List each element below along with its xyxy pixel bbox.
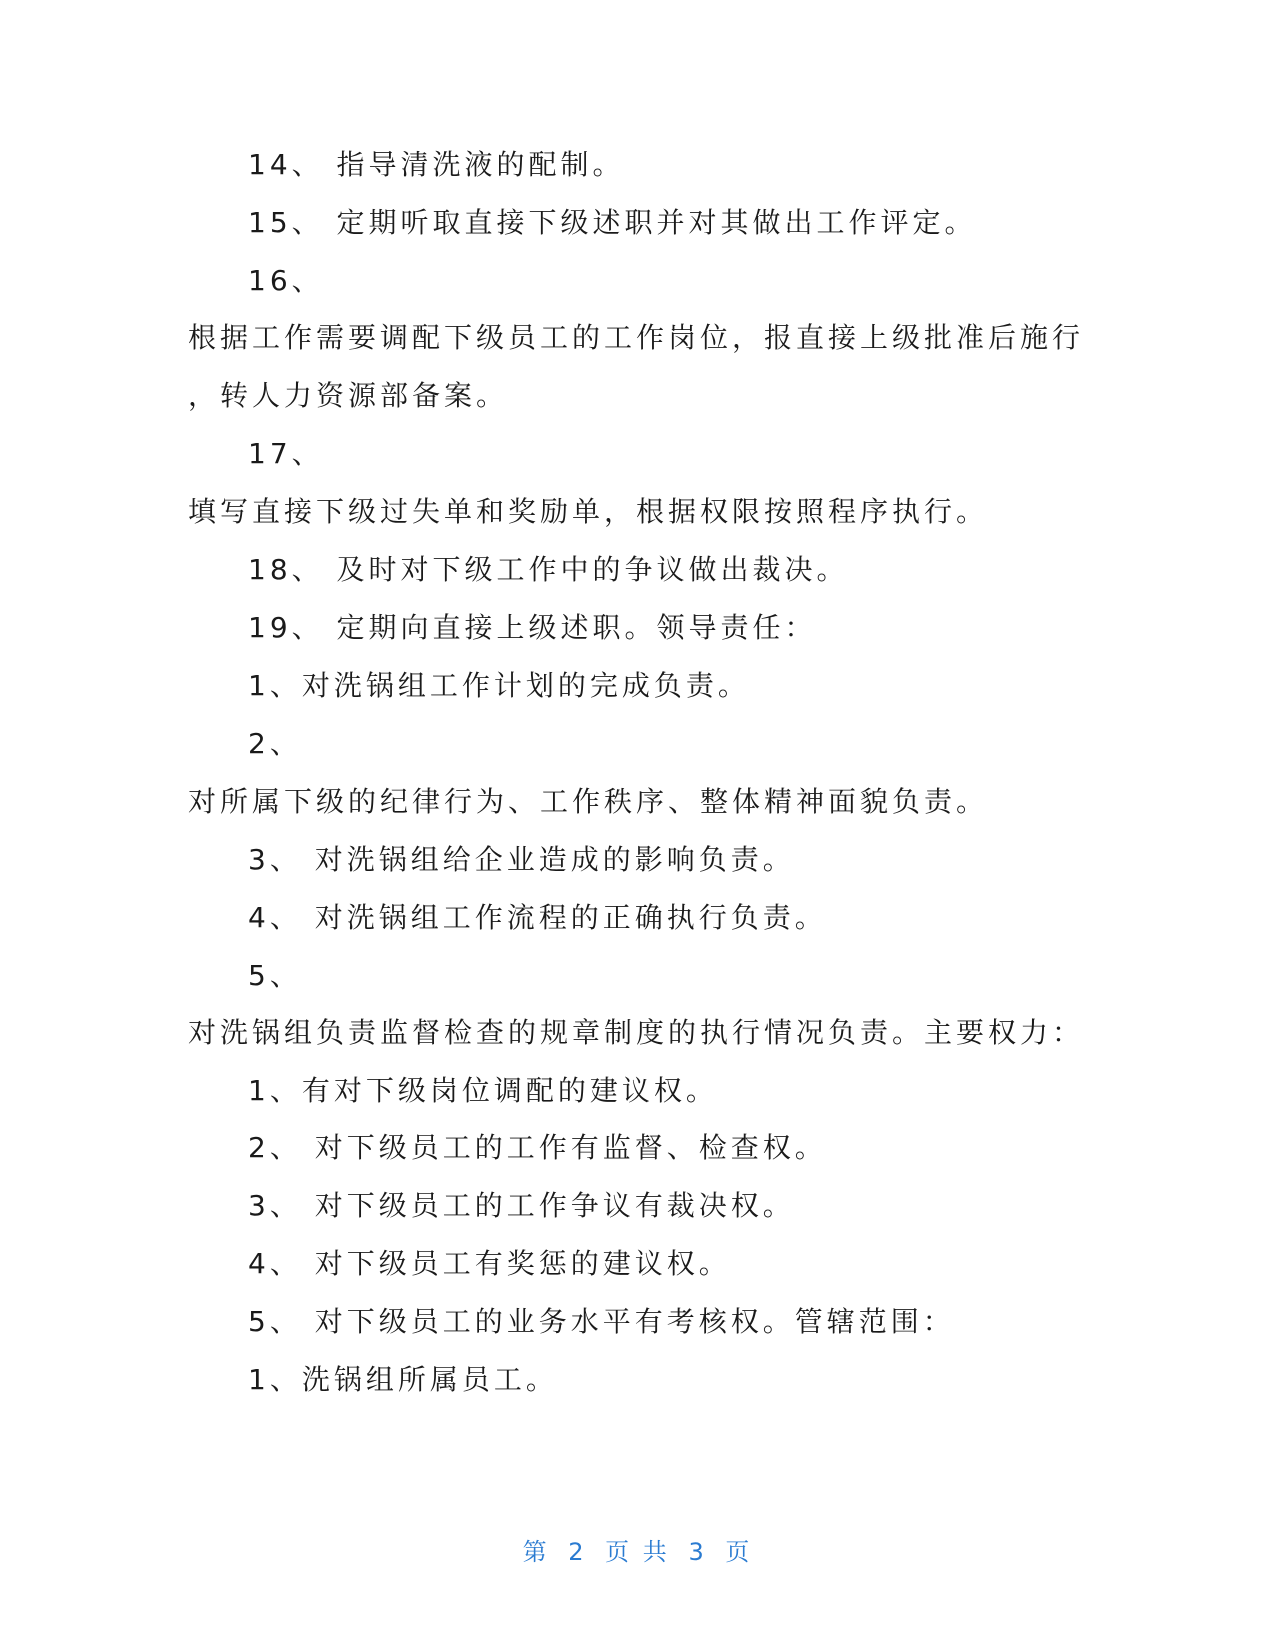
text-line-resp-5-body: 对洗锅组负责监督检查的规章制度的执行情况负责。主要权力：	[188, 1016, 1085, 1049]
text-line-scope-1: 1、洗锅组所属员工。	[248, 1363, 558, 1396]
text-line-17-body: 填写直接下级过失单和奖励单，根据权限按照程序执行。	[188, 495, 989, 528]
text-line-resp-1: 1、对洗锅组工作计划的完成负责。	[248, 669, 750, 702]
text-line-power-3: 3、 对下级员工的工作争议有裁决权。	[248, 1189, 795, 1222]
text-line-resp-4: 4、 对洗锅组工作流程的正确执行负责。	[248, 901, 827, 934]
footer-total-pages: 3	[688, 1538, 707, 1566]
text-line-17-number: 17、	[248, 437, 324, 470]
text-line-power-4: 4、 对下级员工有奖惩的建议权。	[248, 1247, 731, 1280]
text-line-resp-2-body: 对所属下级的纪律行为、工作秩序、整体精神面貌负责。	[188, 785, 989, 818]
text-line-resp-2-number: 2、	[248, 727, 302, 760]
footer-page-number: 2	[568, 1538, 587, 1566]
text-line-16-body: 根据工作需要调配下级员工的工作岗位，报直接上级批准后施行	[188, 321, 1085, 354]
text-line-14: 14、 指导清洗液的配制。	[248, 148, 625, 181]
text-line-16-cont: ，转人力资源部备案。	[188, 379, 509, 412]
text-line-18: 18、 及时对下级工作中的争议做出裁决。	[248, 553, 849, 586]
text-line-power-1: 1、有对下级岗位调配的建议权。	[248, 1074, 718, 1107]
text-line-resp-3: 3、 对洗锅组给企业造成的影响负责。	[248, 843, 795, 876]
text-line-16-number: 16、	[248, 264, 324, 297]
text-line-resp-5-number: 5、	[248, 959, 302, 992]
footer-suffix: 页	[725, 1538, 753, 1566]
text-line-power-2: 2、 对下级员工的工作有监督、检查权。	[248, 1131, 827, 1164]
page-footer	[0, 1532, 1275, 1567]
text-line-19: 19、 定期向直接上级述职。领导责任：	[248, 611, 817, 644]
text-line-15: 15、 定期听取直接下级述职并对其做出工作评定。	[248, 206, 977, 239]
footer-middle: 页 共	[605, 1538, 670, 1566]
text-line-power-5: 5、 对下级员工的业务水平有考核权。管辖范围：	[248, 1305, 955, 1338]
footer-prefix: 第	[522, 1538, 550, 1566]
